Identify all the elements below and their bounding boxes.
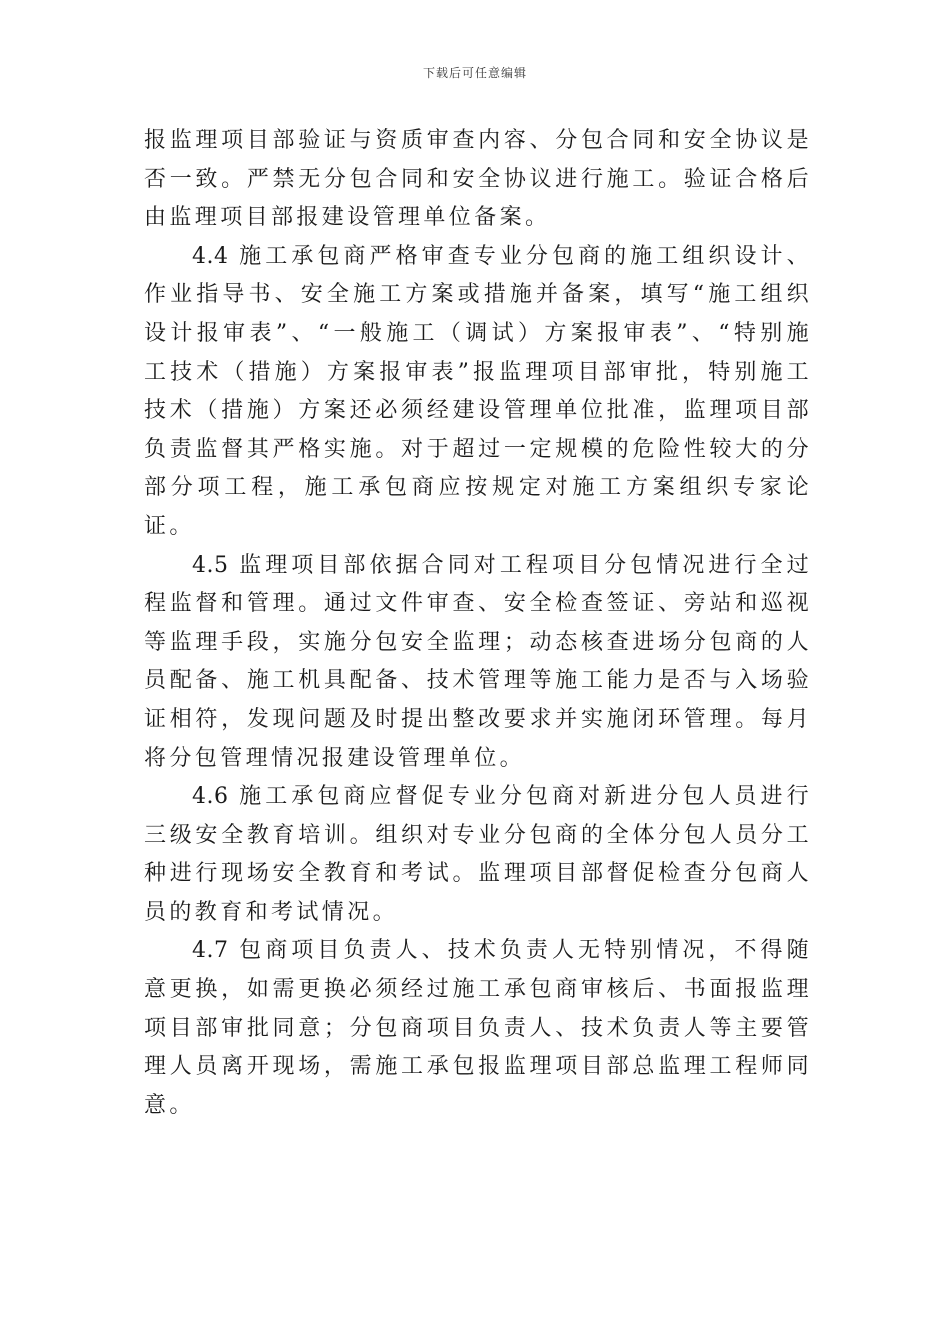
document-body	[144, 122, 812, 1125]
section-number: 4.5	[192, 552, 229, 578]
paragraph-text: 包商项目负责人、技术负责人无特别情况，不得随意更换，如需更换必须经过施工承包商审核后、书面报监理项目部审批同意；分包商项目负责人、技术负责人等主要管理人员离开现场，需施工承包报监理项目部总监理工程师同意。	[144, 938, 812, 1118]
paragraph-text: 报监理项目部验证与资质审查内容、分包合同和安全协议是否一致。严禁无分包合同和安全协议进行施工。验证合格后由监理项目部报建设管理单位备案。	[144, 128, 812, 231]
paragraph-4-7	[144, 932, 812, 1125]
section-number: 4.7	[192, 938, 229, 964]
paragraph-4-5	[144, 547, 812, 779]
page-header: 下载后可任意编辑	[422, 66, 527, 80]
paragraph-continuation	[144, 122, 812, 238]
paragraph-text: 施工承包商应督促专业分包商对新进分包人员进行三级安全教育培训。组织对专业分包商的全体分包人员分工种进行现场安全教育和考试。监理项目部督促检查分包商人员的教育和考试情况。	[144, 784, 812, 925]
paragraph-4-6	[144, 778, 812, 932]
paragraph-text: 施工承包商严格审查专业分包商的施工组织设计、作业指导书、安全施工方案或措施并备案，填写“施工组织设计报审表”、“一般施工（调试）方案报审表”、“特别施工技术（措施）方案报审表”报监理项目部审批，特别施工技术（措施）方案还必须经建设管理单位批准，监理项目部负责监督其严格实施。对于超过一定规模的危险性较大的分部分项工程，施工承包商应按规定对施工方案组织专家论证。	[144, 243, 812, 539]
paragraph-text: 监理项目部依据合同对工程项目分包情况进行全过程监督和管理。通过文件审查、安全检查签证、旁站和巡视等监理手段，实施分包安全监理；动态核查进场分包商的人员配备、施工机具配备、技术管理等施工能力是否与入场验证相符，发现问题及时提出整改要求并实施闭环管理。每月将分包管理情况报建设管理单位。	[144, 552, 812, 771]
section-number: 4.4	[192, 243, 229, 269]
paragraph-4-4	[144, 238, 812, 547]
section-number: 4.6	[192, 784, 229, 810]
